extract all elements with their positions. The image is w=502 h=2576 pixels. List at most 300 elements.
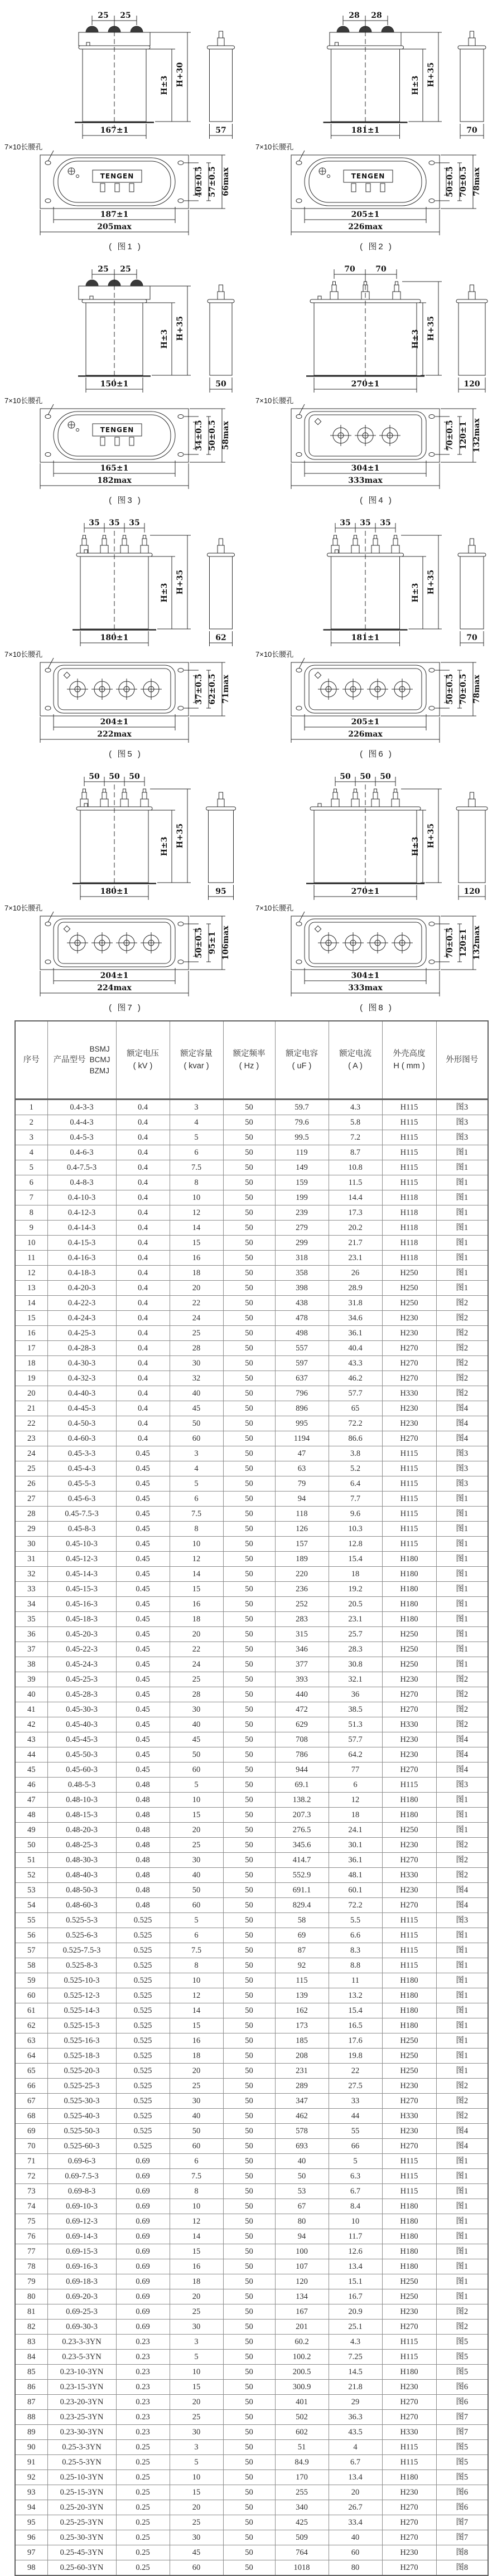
cell: 0.45-16-3 — [47, 1597, 116, 1612]
cell: 图3 — [436, 1476, 488, 1492]
cell: 0.4 — [116, 1356, 170, 1371]
cell: 97 — [15, 2545, 47, 2560]
cell: 6 — [15, 1175, 47, 1190]
cell: 图4 — [436, 1732, 488, 1747]
cell: H270 — [382, 2560, 436, 2576]
table-row — [15, 2244, 488, 2259]
cell: 0.45-3-3 — [47, 1446, 116, 1461]
svg-text:226max: 226max — [348, 730, 383, 739]
cell: 65 — [329, 1401, 382, 1416]
cell: 14 — [170, 1567, 223, 1582]
cell: 3 — [15, 1130, 47, 1145]
table-row — [15, 1130, 488, 1145]
cell: H230 — [382, 2380, 436, 2395]
cell: 0.4-22-3 — [47, 1296, 116, 1311]
cell: 0.45-60-3 — [47, 1762, 116, 1778]
svg-text:H+35: H+35 — [427, 316, 436, 341]
cell: 50 — [223, 1311, 275, 1326]
table-row — [15, 1416, 488, 1431]
cell: 50 — [223, 1702, 275, 1717]
cell: 59 — [15, 1973, 47, 1988]
cell: 50 — [223, 2500, 275, 2515]
table-row — [15, 2289, 488, 2304]
cell: 0.525 — [116, 1928, 170, 1943]
cell: 88 — [15, 2410, 47, 2425]
cell: 185 — [275, 2033, 329, 2049]
svg-text:58max: 58max — [221, 421, 230, 450]
svg-text:25: 25 — [98, 11, 109, 20]
cell: 5 — [15, 1160, 47, 1175]
table-row — [15, 2320, 488, 2335]
cell: 0.45 — [116, 1446, 170, 1461]
table-row — [15, 1221, 488, 1236]
cell: 0.525-16-3 — [47, 2033, 116, 2049]
cell: H115 — [382, 2184, 436, 2199]
cell: 50 — [223, 1236, 275, 1251]
cell: 图3 — [436, 1115, 488, 1130]
cell: 86.6 — [329, 1431, 382, 1446]
svg-text:35: 35 — [360, 519, 371, 527]
table-row — [15, 1115, 488, 1130]
cell: 50 — [223, 2169, 275, 2184]
cell: 0.45-24-3 — [47, 1657, 116, 1672]
cell: 62 — [15, 2018, 47, 2033]
cell: 5 — [170, 1130, 223, 1145]
cell: 50 — [223, 2545, 275, 2560]
cell: 图1 — [436, 2289, 488, 2304]
svg-text:204±1: 204±1 — [100, 718, 129, 727]
cell: 398 — [275, 1281, 329, 1296]
cell: 图2 — [436, 1296, 488, 1311]
cell: 0.69 — [116, 2169, 170, 2184]
cell: 50 — [223, 1612, 275, 1627]
cell: 0.23-5-3YN — [47, 2350, 116, 2365]
cell: 7.5 — [170, 1943, 223, 1958]
table-row — [15, 2154, 488, 2169]
cell: H115 — [382, 1160, 436, 1175]
cell: 8.8 — [329, 1958, 382, 1973]
cell: 0.69 — [116, 2229, 170, 2244]
cell: 16 — [170, 2033, 223, 2049]
cell: 36 — [329, 1687, 382, 1702]
cell: 0.525-30-3 — [47, 2094, 116, 2109]
svg-text:H+35: H+35 — [427, 823, 436, 849]
cell: 32 — [170, 1371, 223, 1386]
cell: 图6 — [436, 2500, 488, 2515]
cell: 图4 — [436, 1416, 488, 1431]
cell: 139 — [275, 1988, 329, 2003]
cell: 0.525-25-3 — [47, 2079, 116, 2094]
table-row — [15, 1627, 488, 1642]
svg-text:106max: 106max — [221, 926, 230, 960]
cell: 0.25-20-3YN — [47, 2500, 116, 2515]
cell: 3 — [170, 2440, 223, 2455]
cell: H115 — [382, 1175, 436, 1190]
svg-text:95±1: 95±1 — [208, 931, 217, 955]
figure-fig1-drawing — [0, 3, 251, 240]
cell: 50 — [223, 2515, 275, 2530]
figure-fig6 — [251, 511, 502, 764]
cell: 6.3 — [329, 2169, 382, 2184]
cell: 21.7 — [329, 1236, 382, 1251]
cell: 0.4 — [116, 1130, 170, 1145]
cell: 50 — [223, 2485, 275, 2500]
cell: 22 — [15, 1416, 47, 1431]
cell: 0.69-18-3 — [47, 2274, 116, 2289]
cell: 87 — [15, 2395, 47, 2410]
cell: 16 — [170, 1597, 223, 1612]
svg-text:35: 35 — [380, 519, 391, 527]
figure-fig8-drawing — [251, 764, 502, 1001]
cell: 50 — [223, 1386, 275, 1401]
cell: 0.525 — [116, 2018, 170, 2033]
cell: 78 — [15, 2259, 47, 2274]
cell: H115 — [382, 1145, 436, 1160]
cell: 637 — [275, 1371, 329, 1386]
cell: 图1 — [436, 1507, 488, 1522]
cell: 16.5 — [329, 2018, 382, 2033]
figure-fig4-caption: ( 图4 ) — [360, 496, 393, 505]
cell: H230 — [382, 1311, 436, 1326]
cell: 58 — [15, 1958, 47, 1973]
cell: 98 — [15, 2560, 47, 2576]
svg-text:50±0.5: 50±0.5 — [446, 674, 455, 705]
cell: 100 — [275, 2244, 329, 2259]
cell: 64 — [15, 2049, 47, 2064]
cell: 18 — [170, 2274, 223, 2289]
cell: 50 — [223, 1597, 275, 1612]
table-row — [15, 2109, 488, 2124]
cell: 51 — [275, 2440, 329, 2455]
svg-text:180±1: 180±1 — [100, 633, 129, 642]
cell: 346 — [275, 1642, 329, 1657]
cell: 50 — [223, 2124, 275, 2139]
cell: 0.4-20-3 — [47, 1281, 116, 1296]
cell: 115 — [275, 1973, 329, 1988]
cell: 0.69-8-3 — [47, 2184, 116, 2199]
svg-text:H±3: H±3 — [411, 836, 420, 856]
cell: 7.5 — [170, 1160, 223, 1175]
figure-fig5-caption: ( 图5 ) — [109, 749, 142, 759]
cell: 12 — [15, 1266, 47, 1281]
cell: 20.5 — [329, 1597, 382, 1612]
cell: 20 — [170, 2395, 223, 2410]
cell: 图3 — [436, 1461, 488, 1476]
cell: 图1 — [436, 1582, 488, 1597]
table-row — [15, 2380, 488, 2395]
cell: 30 — [170, 2425, 223, 2440]
cell: 93 — [15, 2485, 47, 2500]
cell: 0.45 — [116, 1507, 170, 1522]
cell: 图1 — [436, 1266, 488, 1281]
cell: 440 — [275, 1687, 329, 1702]
cell: 图3 — [436, 1913, 488, 1928]
cell: 0.4 — [116, 1100, 170, 1115]
cell: 6.6 — [329, 1928, 382, 1943]
svg-text:H±3: H±3 — [411, 75, 420, 95]
cell: 20 — [170, 1627, 223, 1642]
cell: 10 — [170, 2199, 223, 2214]
cell: 0.45-28-3 — [47, 1687, 116, 1702]
cell: H180 — [382, 2244, 436, 2259]
cell: 图3 — [436, 1130, 488, 1145]
cell: 40 — [275, 2154, 329, 2169]
table-row — [15, 2064, 488, 2079]
cell: 315 — [275, 1627, 329, 1642]
cell: 0.45 — [116, 1567, 170, 1582]
cell: 0.25-5-3YN — [47, 2455, 116, 2470]
cell: 50 — [223, 1476, 275, 1492]
cell: 0.4 — [116, 1371, 170, 1386]
cell: 50 — [223, 2259, 275, 2274]
cell: 30 — [15, 1537, 47, 1552]
cell: 50 — [223, 2304, 275, 2320]
cell: 79 — [15, 2274, 47, 2289]
cell: 50 — [223, 1100, 275, 1115]
cell: 0.25 — [116, 2560, 170, 2576]
cell: 50 — [223, 1552, 275, 1567]
cell: 80 — [275, 2214, 329, 2229]
cell: 11.5 — [329, 1175, 382, 1190]
cell: 0.4 — [116, 1145, 170, 1160]
cell: 38.5 — [329, 1702, 382, 1717]
cell: 46.2 — [329, 1371, 382, 1386]
cell: 199 — [275, 1190, 329, 1205]
cell: H180 — [382, 2229, 436, 2244]
cell: 61 — [15, 2003, 47, 2018]
cell: 708 — [275, 1732, 329, 1747]
cell: 50 — [223, 2320, 275, 2335]
cell: 0.525-7.5-3 — [47, 1943, 116, 1958]
svg-text:37±0.5: 37±0.5 — [195, 674, 204, 705]
cell: 18 — [15, 1356, 47, 1371]
svg-text:182max: 182max — [97, 476, 132, 485]
cell: 50 — [223, 1175, 275, 1190]
cell: 图4 — [436, 2124, 488, 2139]
cell: H180 — [382, 1597, 436, 1612]
cell: 图3 — [436, 1100, 488, 1115]
svg-text:333max: 333max — [348, 476, 383, 485]
table-row — [15, 2335, 488, 2350]
cell: 83 — [15, 2335, 47, 2350]
cell: 10.3 — [329, 1522, 382, 1537]
svg-text:40±0.5: 40±0.5 — [195, 166, 204, 197]
cell: 图2 — [436, 1853, 488, 1868]
cell: 10 — [170, 2470, 223, 2485]
svg-text:132max: 132max — [472, 926, 481, 960]
cell: 0.4 — [116, 1386, 170, 1401]
cell: 22 — [170, 1642, 223, 1657]
cell: 63 — [15, 2033, 47, 2049]
cell: 5 — [170, 1476, 223, 1492]
cell: 50 — [223, 2229, 275, 2244]
svg-text:50±0.5: 50±0.5 — [446, 166, 455, 197]
cell: 557 — [275, 1341, 329, 1356]
cell: 157 — [275, 1537, 329, 1552]
cell: 0.4 — [116, 1175, 170, 1190]
cell: 96 — [15, 2530, 47, 2545]
cell: 472 — [275, 1702, 329, 1717]
svg-text:7×10长腰孔: 7×10长腰孔 — [255, 650, 294, 658]
cell: 24 — [15, 1446, 47, 1461]
cell: 57.7 — [329, 1386, 382, 1401]
cell: 22 — [170, 1296, 223, 1311]
cell: 0.4-10-3 — [47, 1190, 116, 1205]
svg-text:H±3: H±3 — [160, 329, 169, 349]
cell: 15 — [170, 1808, 223, 1823]
cell: H115 — [382, 2440, 436, 2455]
cell: 图4 — [436, 1762, 488, 1778]
cell: 0.525 — [116, 2049, 170, 2064]
cell: 50 — [223, 2410, 275, 2425]
svg-text:H+35: H+35 — [427, 569, 436, 595]
cell: 13 — [15, 1281, 47, 1296]
table-row — [15, 1597, 488, 1612]
cell: 图1 — [436, 1251, 488, 1266]
svg-text:25: 25 — [120, 265, 131, 274]
cell: 50 — [223, 1446, 275, 1461]
cell: 图1 — [436, 1492, 488, 1507]
cell: 5 — [329, 2154, 382, 2169]
cell: 76 — [15, 2229, 47, 2244]
cell: H115 — [382, 2455, 436, 2470]
cell: 8 — [170, 1958, 223, 1973]
cell: 0.48-25-3 — [47, 1838, 116, 1853]
cell: 231 — [275, 2064, 329, 2079]
cell: 图1 — [436, 1205, 488, 1221]
table-row — [15, 1175, 488, 1190]
cell: 478 — [275, 1311, 329, 1326]
cell: 0.23-30-3YN — [47, 2425, 116, 2440]
cell: H118 — [382, 1221, 436, 1236]
svg-text:7×10长腰孔: 7×10长腰孔 — [255, 143, 294, 151]
cell: 89 — [15, 2425, 47, 2440]
table-row — [15, 1190, 488, 1205]
cell: 图2 — [436, 2094, 488, 2109]
cell: 0.4-5-3 — [47, 1130, 116, 1145]
cell: H250 — [382, 1281, 436, 1296]
svg-text:132max: 132max — [472, 418, 481, 453]
table-row — [15, 1266, 488, 1281]
figure-fig2-caption: ( 图2 ) — [360, 242, 393, 251]
cell: 50 — [223, 1732, 275, 1747]
table-row — [15, 2214, 488, 2229]
cell: 0.45-22-3 — [47, 1642, 116, 1657]
cell: 0.45-14-3 — [47, 1567, 116, 1582]
cell: 0.69-7.5-3 — [47, 2169, 116, 2184]
cell: 50 — [223, 1522, 275, 1537]
cell: 56 — [15, 1928, 47, 1943]
cell: 45 — [15, 1762, 47, 1778]
cell: 201 — [275, 2320, 329, 2335]
cell: 50 — [223, 1507, 275, 1522]
cell: 30 — [170, 1853, 223, 1868]
cell: 50 — [223, 2003, 275, 2018]
cell: H270 — [382, 2530, 436, 2545]
table-row — [15, 1205, 488, 1221]
cell: 0.45-18-3 — [47, 1612, 116, 1627]
cell: 0.48 — [116, 1778, 170, 1793]
cell: 0.69 — [116, 2184, 170, 2199]
cell: 50 — [223, 1326, 275, 1341]
cell: 414.7 — [275, 1853, 329, 1868]
cell: 0.48-10-3 — [47, 1793, 116, 1808]
cell: 3 — [170, 1446, 223, 1461]
cell: 0.23-25-3YN — [47, 2410, 116, 2425]
cell: 50 — [223, 1883, 275, 1898]
cell: 69 — [15, 2124, 47, 2139]
cell: 30 — [170, 2530, 223, 2545]
table-row — [15, 1100, 488, 1115]
cell: H118 — [382, 1236, 436, 1251]
table-row — [15, 1793, 488, 1808]
cell: 24 — [170, 1657, 223, 1672]
cell: 68 — [15, 2109, 47, 2124]
cell: 8 — [170, 1522, 223, 1537]
cell: 图2 — [436, 2109, 488, 2124]
cell: 48 — [15, 1808, 47, 1823]
svg-text:205±1: 205±1 — [351, 718, 380, 727]
svg-text:66max: 66max — [221, 167, 230, 196]
cell: 10 — [329, 2214, 382, 2229]
cell: 图2 — [436, 1311, 488, 1326]
cell: 41 — [15, 1702, 47, 1717]
table-row — [15, 1973, 488, 1988]
cell: 0.45 — [116, 1552, 170, 1567]
figure-fig7-caption: ( 图7 ) — [109, 1003, 142, 1013]
cell: 0.4-45-3 — [47, 1401, 116, 1416]
cell: 0.45 — [116, 1672, 170, 1687]
cell: 0.23 — [116, 2350, 170, 2365]
cell: 50 — [223, 2094, 275, 2109]
cell: 45 — [170, 1732, 223, 1747]
cell: 52 — [15, 1868, 47, 1883]
cell: H115 — [382, 1913, 436, 1928]
cell: 25 — [170, 2304, 223, 2320]
figure-fig5-drawing — [0, 511, 251, 748]
table-row — [15, 1311, 488, 1326]
cell: H180 — [382, 2365, 436, 2380]
cell: 0.45 — [116, 1732, 170, 1747]
cell: 图7 — [436, 2515, 488, 2530]
cell: 0.4 — [116, 1326, 170, 1341]
svg-text:TENGEN: TENGEN — [100, 426, 134, 434]
cell: 6.7 — [329, 2184, 382, 2199]
table-row — [15, 2274, 488, 2289]
cell: 27.5 — [329, 2079, 382, 2094]
column-header: 额定电压 ( kV ) — [116, 1021, 170, 1100]
table-row — [15, 1446, 488, 1461]
svg-text:70: 70 — [344, 265, 355, 274]
cell: 图1 — [436, 1537, 488, 1552]
table-row — [15, 1958, 488, 1973]
table-row — [15, 2169, 488, 2184]
cell: 0.69-16-3 — [47, 2259, 116, 2274]
svg-text:TENGEN: TENGEN — [100, 172, 134, 180]
cell: H115 — [382, 1507, 436, 1522]
cell: 图5 — [436, 2470, 488, 2485]
cell: 6 — [170, 1492, 223, 1507]
svg-text:25: 25 — [98, 265, 109, 274]
cell: 26 — [329, 1266, 382, 1281]
cell: 25 — [170, 1326, 223, 1341]
cell: H115 — [382, 2154, 436, 2169]
cell: H230 — [382, 1838, 436, 1853]
cell: 12.6 — [329, 2244, 382, 2259]
cell: H180 — [382, 2003, 436, 2018]
table-row — [15, 1702, 488, 1717]
cell: H115 — [382, 1958, 436, 1973]
